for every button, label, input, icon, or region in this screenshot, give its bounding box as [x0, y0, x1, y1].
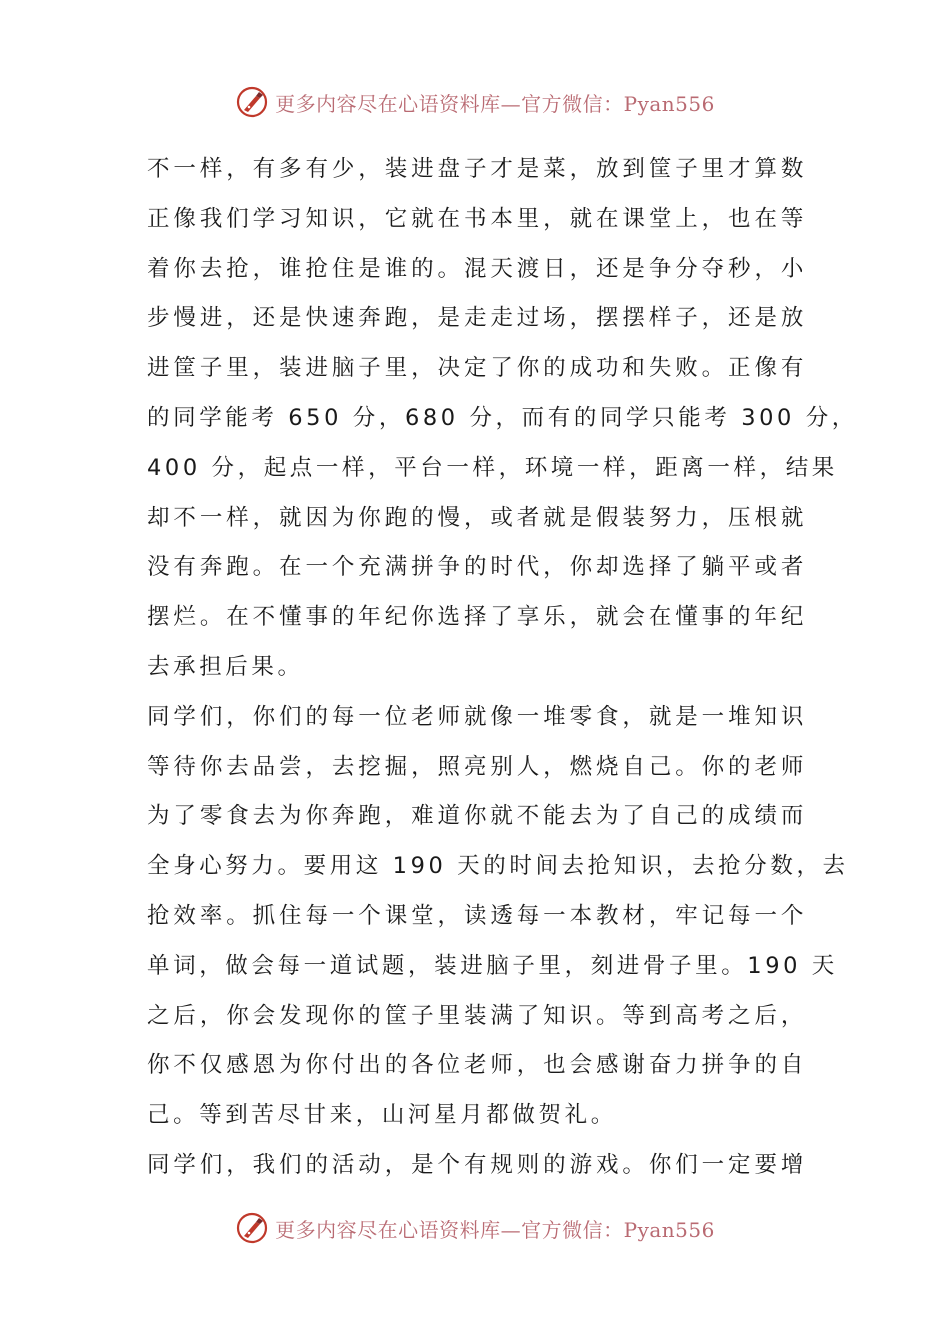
body-line: 步慢进，还是快速奔跑，是走走过场，摆摆样子，还是放: [147, 305, 807, 332]
body-line: 己。等到苦尽甘来，山河星月都做贺礼。: [147, 1102, 617, 1129]
body-line: 正像我们学习知识，它就在书本里，就在课堂上，也在等: [147, 205, 807, 232]
body-line: 进筐子里，装进脑子里，决定了你的成功和失败。正像有: [147, 355, 807, 382]
body-line: 为了零食去为你奔跑，难道你就不能去为了自己的成绩而: [147, 803, 807, 830]
body-line: 全身心努力。要用这 190 天的时间去抢知识，去抢分数，去: [147, 853, 849, 880]
body-line: 着你去抢，谁抢住是谁的。混天渡日，还是争分夺秒，小: [147, 255, 807, 282]
body-line: 去承担后果。: [147, 653, 304, 680]
body-line: 等待你去品尝，去挖掘，照亮别人，燃烧自己。你的老师: [147, 753, 807, 780]
body-line: 之后，你会发现你的筐子里装满了知识。等到高考之后，: [147, 1002, 807, 1029]
document-body: [147, 145, 858, 1191]
header-banner: [0, 82, 950, 122]
body-line: 同学们，我们的活动，是个有规则的游戏。你们一定要增: [147, 1151, 807, 1178]
body-line: 抢效率。抓住每一个课堂，读透每一本教材，牢记每一个: [147, 902, 807, 929]
footer-banner: [0, 1208, 950, 1248]
body-line: 却不一样，就因为你跑的慢，或者就是假装努力，压根就: [147, 504, 807, 531]
pen-nib-logo-icon: [235, 85, 269, 119]
pen-nib-logo-icon: [235, 1211, 269, 1245]
body-line: 同学们，你们的每一位老师就像一堆零食，就是一堆知识: [147, 703, 807, 730]
body-line: 不一样，有多有少，装进盘子才是菜，放到筐子里才算数: [147, 156, 807, 182]
header-banner-text: 更多内容尽在心语资料库—官方微信：Pyan556: [275, 91, 715, 116]
body-line: 摆烂。在不懂事的年纪你选择了享乐，就会在懂事的年纪: [147, 604, 807, 631]
body-line: 你不仅感恩为你付出的各位老师，也会感谢奋力拼争的自: [147, 1052, 807, 1079]
body-line: 单词，做会每一道试题，装进脑子里，刻进骨子里。190 天: [147, 952, 838, 979]
footer-banner-text: 更多内容尽在心语资料库—官方微信：Pyan556: [275, 1217, 715, 1242]
body-line: 没有奔跑。在一个充满拼争的时代，你却选择了躺平或者: [147, 554, 807, 581]
body-line: 400 分，起点一样，平台一样，环境一样，距离一样，结果: [147, 454, 838, 481]
body-line: 的同学能考 650 分，680 分，而有的同学只能考 300 分，: [147, 404, 858, 431]
